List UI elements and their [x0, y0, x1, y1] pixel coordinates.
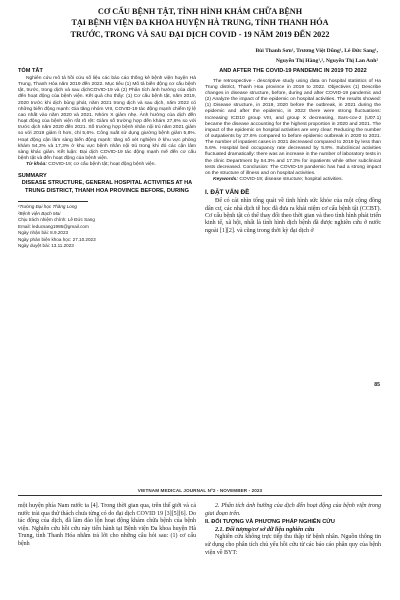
keywords-en-label: Keywords: [213, 177, 239, 183]
objective-item-2-text: 2. Phân tích ảnh hưởng của dịch đến hoạt động của bệnh viện trong giai đoạn trên. [205, 503, 381, 517]
running-header: VIETNAM MEDICAL JOURNAL Nº2 - NOVEMBER - 2023 [137, 488, 263, 493]
summary-title-continued: AND AFTER THE COVID-19 PANDEMIC IN 2019 TO 2022 [219, 68, 367, 74]
intro-text: Để có cái nhìn tổng quát về tình hình sức khỏe của một cộng đồng dân cư, các nhà dịch tễ học đã đưa ra khái niệm cơ cấu bệnh tật (CCBT). Cơ cấu bệnh tật có thể thay đổi theo thời gian và theo tình hình phát triển kinh tế, xã hội, nhất là tình hình dịch bệnh đã được nghiên cứu ở nước ngoài [1][2]. và cũng trong thời kỳ đại dịch ở [205, 198, 381, 234]
methods-text: Nghiên cứu không trực tiếp thu thập từ bệnh nhân. Nguồn thông tin sử dụng cho phân tích chủ yếu hồi cứu từ các báo cáo phân quy của bệnh viện về BYT: [205, 534, 381, 556]
summary-heading: SUMMARY [18, 173, 47, 180]
keywords-en-value: COVID-19; disease structure; hospital activities. [239, 177, 343, 183]
footnote-affiliation-2: ²Bệnh viện Bạch Mai [18, 210, 61, 216]
title-line-2: TẠI BỆNH VIỆN ĐA KHOA HUYỆN HÀ TRUNG, TỈNH THANH HÓA [71, 18, 329, 28]
keywords-vi-label: Từ khóa: [26, 162, 47, 168]
lower-left-column [18, 503, 196, 549]
footnote-divider [18, 201, 88, 202]
paper-title [30, 6, 370, 40]
right-column [205, 68, 381, 235]
summary-title: DISEASE STRUCTURE, GENERAL HOSPITAL ACTIVITIES AT HA TRUNG DISTRICT, THANH HOA PROVINCE BEFORE, DURING [21, 180, 193, 194]
keywords-vi-value: COVID-19; cơ cấu bệnh tật; hoạt động bệnh viện. [48, 162, 156, 168]
header-rule [18, 495, 382, 496]
summary-keywords [205, 177, 381, 183]
lower-left-text: một huyện phía Nam nước ta [4]. Trong thời gian qua, trên thế giới và cả nước trải qua thử thách chưa từng có do đại dịch COVID 19 [3][5][6]. Do tác động của dịch, đã làm đảo lộn hoạt động khám chữa bệnh của bệnh viện. Nghiên cứu hồi cứu này tiến hành tại Bệnh viện Đa khoa huyện Hà Trung, tỉnh Thanh Hóa nhằm trả lời cho những câu hỏi sau: (1) cơ cấu bệnh [18, 503, 196, 547]
authors-line-1: Bùi Thanh Sơn¹, Trương Việt Dũng¹, Lê Đức Sang¹, [255, 48, 378, 54]
footnote-affiliation-1: ¹Trường Đại học Thăng Long [18, 204, 77, 210]
left-column [18, 68, 196, 250]
intro-heading: I. ĐẶT VẤN ĐỀ [205, 189, 250, 197]
footnote-received-date: Ngày nhận bài: 8.9.2023 [18, 230, 69, 236]
footnotes [18, 204, 196, 250]
authors-line-2: Nguyễn Thị Hằng¹,², Nguyễn Thị Lan Anh² [275, 58, 378, 64]
footnote-review-date: Ngày phản biện khoa học: 27.10.2023 [18, 236, 96, 242]
methods-subsection: 2.1. Đối tượng/cơ sở dữ liệu nghiên cứu [215, 526, 315, 533]
page-number: 85 [374, 382, 380, 388]
summary-text: The retrospective - descriptive study using data on hospital statistics of Ha Trung district, Thanh Hoa province in 2019 to 2022. Objectives (1) Describe changes in disease structure, before, during and after COVID-19 pandemic and (2) Analyze the impact of the epidemic on hospital activities. The results showed: (1) Disease structure, in 2019, 2020 before the outbreak, in 2021 during the epidemic and after the epidemic, in 2022 there were strong fluctuations: Increasing ICD10 group VIII, and group X decreasing, Sars-cov-2 (U07.1) became the disease accounting for the highest proportion in 2020 and 2021. The impact of the epidemic on hospital activities are very clear: Reducing the number of outpatients by 27.6% compared to before epidemic outbreak in 2020 to 2021. The number of inpatient cases in 2021 decreased compared to 2019 by less than 5.6%. Hospital bed occupancy rate decreased by 5.8%. Subclinical activities fluctuated dramatically: there was an increase in the number of laboratory tests in the clinic Department by 54.3% and 17.3% for inpatients while other subclinical tests decreased. Conclusion: The COVID-19 pandemic has had a strong impact on the structure of illness and on hospital activities. [205, 78, 381, 176]
title-line-3: TRƯỚC, TRONG VÀ SAU ĐẠI DỊCH COVID - 19 NĂM 2019 ĐẾN 2022 [70, 29, 330, 39]
footnote-accepted-date: Ngày duyệt bài: 13.11.2023 [18, 243, 74, 249]
objective-item-2 [205, 503, 381, 518]
methods-heading: II. ĐỐI TƯỢNG VÀ PHƯƠNG PHÁP NGHIÊN CỨU [205, 519, 335, 526]
author-list [178, 46, 378, 66]
title-line-1: CƠ CẤU BỆNH TẬT, TÌNH HÌNH KHÁM CHỮA BỆNH [97, 7, 303, 16]
footnote-email: Email: leducsang1986@gmail.com [18, 223, 89, 229]
abstract-vi-text: Nghiên cứu mô tả hồi cứu số liệu các báo cáo thống kê bệnh viện huyện Hà Trung, Thanh Hóa năm 2019 đến 2022. Mục tiêu (1) Mô tả biến động cơ cấu bệnh tật, trước, trong dịch và sau dịchCOVID-19 và (2) Phân tích ảnh hưởng của dịch đến hoạt động của bệnh viện. Kết quả cho thấy: (1) Cơ cấu bệnh tật, năm 2019, 2020 trước khi dịch bùng phát, năm 2021 trong dịch và sau dịch, năm 2022 có những biến động mạnh: Gia tăng nhóm VIII, COVID-19 tác động mạnh chiếm tỷ lệ cao nhất vào năm 2020 và 2021. Nhóm X giảm nhẹ. Ảnh hưởng của dịch đến hoạt động của bệnh viện rất rõ rệt: Giảm số trường hợp đến khám 27,6% so với trước dịch năm 2020 đến 2021. Số trường hợp bệnh nhân nội trú năm 2021 giảm so với 2019 giảm ít hơn, chỉ 5,6%. Công suất sử dụng giường bệnh giảm 5,8%. Hoạt động cận lâm sàng biến động mạnh: tăng số xét nghiệm ở khu vực phòng khám 54,3% và 17,3% ở khu vực bệnh nhân nội trú trong khi đó các cận lâm sàng khác giảm. Kết luận: Đại dịch COVID-19 tác động mạnh mẽ đến cơ cấu bệnh tật và đến hoạt động của bệnh viện. [18, 76, 196, 162]
footnote-corresponding-author: Chịu trách nhiệm chính: Lê Đức Sang [18, 217, 95, 223]
lower-right-column [205, 503, 381, 557]
abstract-vi-heading: TÓM TẮT [18, 68, 43, 74]
abstract-vi-keywords [18, 162, 196, 168]
